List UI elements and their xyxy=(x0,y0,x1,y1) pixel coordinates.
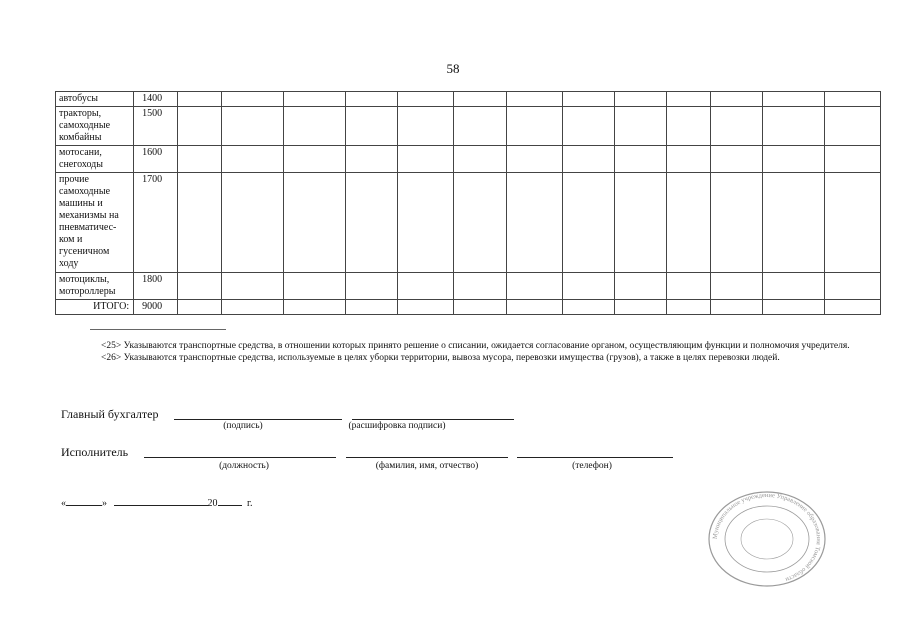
empty-data-cell[interactable] xyxy=(346,92,398,107)
empty-data-cell[interactable] xyxy=(284,107,346,146)
chief-accountant-decoding-line[interactable] xyxy=(352,419,514,420)
date-month-field[interactable] xyxy=(114,496,208,506)
empty-data-cell[interactable] xyxy=(762,173,824,273)
table-row xyxy=(56,92,881,107)
chief-accountant-decoding-caption: (расшифровка подписи) xyxy=(348,421,446,431)
empty-data-cell[interactable] xyxy=(222,107,284,146)
empty-data-cell[interactable] xyxy=(666,273,710,300)
chief-accountant-label: Главный бухгалтер xyxy=(61,407,159,421)
empty-data-cell[interactable] xyxy=(824,273,880,300)
page-number: 58 xyxy=(446,61,460,76)
executor-label: Исполнитель xyxy=(61,445,129,459)
empty-data-cell[interactable] xyxy=(178,273,222,300)
empty-data-cell[interactable] xyxy=(506,300,562,315)
executor-name-line[interactable] xyxy=(346,457,508,458)
empty-data-cell[interactable] xyxy=(178,146,222,173)
empty-data-cell[interactable] xyxy=(346,107,398,146)
row-code-cell: 1500 xyxy=(134,107,178,146)
empty-data-cell[interactable] xyxy=(824,92,880,107)
empty-data-cell[interactable] xyxy=(454,273,506,300)
chief-accountant-signature-line[interactable] xyxy=(174,419,342,420)
table-row xyxy=(56,107,881,146)
empty-data-cell[interactable] xyxy=(284,173,346,273)
empty-data-cell[interactable] xyxy=(222,300,284,315)
empty-data-cell[interactable] xyxy=(398,146,454,173)
empty-data-cell[interactable] xyxy=(762,146,824,173)
empty-data-cell[interactable] xyxy=(284,300,346,315)
empty-data-cell[interactable] xyxy=(284,92,346,107)
empty-data-cell[interactable] xyxy=(398,300,454,315)
empty-data-cell[interactable] xyxy=(762,273,824,300)
empty-data-cell[interactable] xyxy=(710,273,762,300)
empty-data-cell[interactable] xyxy=(506,146,562,173)
svg-text:Муниципальное учреждение Управ: Муниципальное учреждение Управление образования Томской области xyxy=(711,491,823,583)
empty-data-cell[interactable] xyxy=(454,173,506,273)
empty-data-cell[interactable] xyxy=(506,273,562,300)
empty-data-cell[interactable] xyxy=(710,92,762,107)
official-stamp-seal xyxy=(706,490,828,588)
row-name-cell: тракторы, самоходные комбайны xyxy=(56,107,134,146)
empty-data-cell[interactable] xyxy=(222,273,284,300)
empty-data-cell[interactable] xyxy=(614,107,666,146)
executor-position-caption: (должность) xyxy=(219,461,269,471)
empty-data-cell[interactable] xyxy=(762,300,824,315)
empty-data-cell[interactable] xyxy=(824,173,880,273)
empty-data-cell[interactable] xyxy=(562,107,614,146)
empty-data-cell[interactable] xyxy=(506,107,562,146)
empty-data-cell[interactable] xyxy=(562,300,614,315)
table-row xyxy=(56,146,881,173)
footnote-26: <26> Указываются транспортные средства, используемые в целях уборки территории, вывоза мусора, перевозки имущества (грузов), а также в целях перевозки людей. xyxy=(101,353,780,363)
empty-data-cell[interactable] xyxy=(454,107,506,146)
table-row xyxy=(56,300,881,315)
empty-data-cell[interactable] xyxy=(178,173,222,273)
row-code-cell: 1400 xyxy=(134,92,178,107)
date-year-field[interactable] xyxy=(218,496,242,506)
empty-data-cell[interactable] xyxy=(666,107,710,146)
empty-data-cell[interactable] xyxy=(666,300,710,315)
empty-data-cell[interactable] xyxy=(506,173,562,273)
empty-data-cell[interactable] xyxy=(710,146,762,173)
empty-data-cell[interactable] xyxy=(562,173,614,273)
executor-phone-caption: (телефон) xyxy=(572,461,612,471)
empty-data-cell[interactable] xyxy=(666,146,710,173)
chief-accountant-signature-caption: (подпись) xyxy=(223,421,263,431)
vehicles-table xyxy=(55,91,881,315)
empty-data-cell[interactable] xyxy=(178,300,222,315)
empty-data-cell[interactable] xyxy=(562,146,614,173)
empty-data-cell[interactable] xyxy=(346,273,398,300)
empty-data-cell[interactable] xyxy=(614,300,666,315)
executor-phone-line[interactable] xyxy=(517,457,673,458)
row-name-cell: мотоциклы, мотороллеры xyxy=(56,273,134,300)
empty-data-cell[interactable] xyxy=(614,273,666,300)
empty-data-cell[interactable] xyxy=(346,300,398,315)
date-close-quote: » xyxy=(102,498,107,509)
empty-data-cell[interactable] xyxy=(614,92,666,107)
row-code-cell: 1600 xyxy=(134,146,178,173)
row-name-cell: ИТОГО: xyxy=(56,300,134,315)
date-open-quote: « xyxy=(61,498,66,509)
row-code-cell: 1700 xyxy=(134,173,178,273)
empty-data-cell[interactable] xyxy=(346,146,398,173)
row-name-cell: автобусы xyxy=(56,92,134,107)
empty-data-cell[interactable] xyxy=(284,273,346,300)
empty-data-cell[interactable] xyxy=(762,107,824,146)
empty-data-cell[interactable] xyxy=(398,107,454,146)
row-code-cell: 9000 xyxy=(134,300,178,315)
date-line xyxy=(61,496,252,509)
table-row xyxy=(56,273,881,300)
empty-data-cell[interactable] xyxy=(284,146,346,173)
executor-position-line[interactable] xyxy=(144,457,336,458)
empty-data-cell[interactable] xyxy=(398,273,454,300)
empty-data-cell[interactable] xyxy=(824,300,880,315)
empty-data-cell[interactable] xyxy=(614,146,666,173)
empty-data-cell[interactable] xyxy=(562,273,614,300)
empty-data-cell[interactable] xyxy=(824,146,880,173)
date-day-field[interactable] xyxy=(66,496,102,506)
empty-data-cell[interactable] xyxy=(398,173,454,273)
empty-data-cell[interactable] xyxy=(178,92,222,107)
empty-data-cell[interactable] xyxy=(222,92,284,107)
row-code-cell: 1800 xyxy=(134,273,178,300)
empty-data-cell[interactable] xyxy=(222,146,284,173)
empty-data-cell[interactable] xyxy=(454,300,506,315)
empty-data-cell[interactable] xyxy=(710,173,762,273)
footnote-25: <25> Указываются транспортные средства, в отношении которых принято решение о списании, ожидается согласование органом, осуществляющим функции и полномочия учредителя. xyxy=(101,341,850,351)
empty-data-cell[interactable] xyxy=(454,92,506,107)
empty-data-cell[interactable] xyxy=(562,92,614,107)
empty-data-cell[interactable] xyxy=(710,300,762,315)
empty-data-cell[interactable] xyxy=(666,92,710,107)
executor-name-caption: (фамилия, имя, отчество) xyxy=(375,461,479,471)
empty-data-cell[interactable] xyxy=(762,92,824,107)
empty-data-cell[interactable] xyxy=(614,173,666,273)
date-year-prefix: 20 xyxy=(207,498,218,509)
empty-data-cell[interactable] xyxy=(454,146,506,173)
empty-data-cell[interactable] xyxy=(222,173,284,273)
empty-data-cell[interactable] xyxy=(346,173,398,273)
footnote-separator xyxy=(90,329,226,330)
footnotes xyxy=(61,340,877,364)
date-year-suffix: г. xyxy=(247,498,253,509)
row-name-cell: прочие самоходные машины и механизмы на пневматичес-ком и гусеничном ходу xyxy=(56,173,134,273)
row-name-cell: мотосани, снегоходы xyxy=(56,146,134,173)
empty-data-cell[interactable] xyxy=(178,107,222,146)
empty-data-cell[interactable] xyxy=(666,173,710,273)
empty-data-cell[interactable] xyxy=(398,92,454,107)
empty-data-cell[interactable] xyxy=(710,107,762,146)
empty-data-cell[interactable] xyxy=(506,92,562,107)
table-row xyxy=(56,173,881,273)
empty-data-cell[interactable] xyxy=(824,107,880,146)
